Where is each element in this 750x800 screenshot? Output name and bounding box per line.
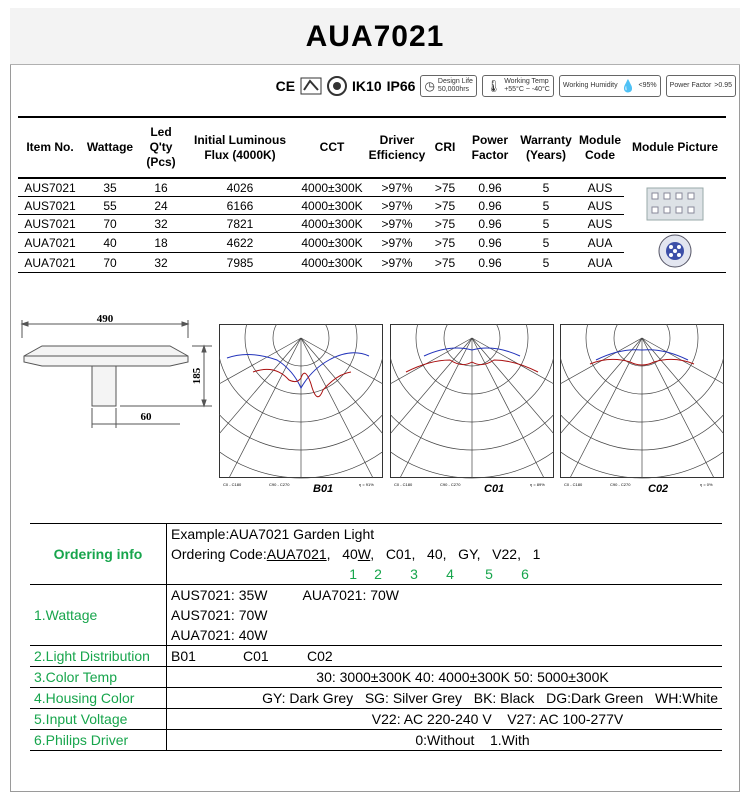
header-item-no: Item No. bbox=[18, 117, 82, 178]
ordering-info-label: Ordering info bbox=[30, 524, 167, 585]
header-module-code: Module Code bbox=[576, 117, 624, 178]
aus-led-module-image bbox=[646, 187, 704, 221]
header-luminous-flux: Initial Luminous Flux (4000K) bbox=[184, 117, 296, 178]
pole-dimension: 60 bbox=[140, 411, 152, 423]
table-row: AUS7021 70 32 7821 4000±300K >97% >75 0.96 5 AUS bbox=[18, 215, 726, 233]
aua-led-module-image bbox=[657, 233, 693, 269]
legend-c0: C0 - C180 bbox=[394, 482, 413, 487]
input-voltage-values: V22: AC 220-240 V V27: AC 100-277V bbox=[167, 709, 723, 730]
thermometer-icon: 🌡 bbox=[485, 79, 502, 93]
spec-table bbox=[18, 116, 726, 273]
housing-color-values: GY: Dark Grey SG: Silver Grey BK: Black DG:Dark Green WH:White bbox=[167, 688, 723, 709]
housing-color-label: 4.Housing Color bbox=[30, 688, 167, 709]
philips-driver-label: 6.Philips Driver bbox=[30, 730, 167, 751]
header-cct: CCT bbox=[296, 117, 368, 178]
working-temp-badge: 🌡 Working Temp +55°C ~ -40°C bbox=[482, 75, 554, 97]
width-dimension: 490 bbox=[96, 313, 114, 325]
table-row: AUA7021 70 32 7985 4000±300K >97% >75 0.96 5 AUA bbox=[18, 253, 726, 273]
droplet-icon: 💧 bbox=[620, 79, 636, 93]
header-power-factor: Power Factor bbox=[464, 117, 516, 178]
power-factor-badge: Power Factor >0.95 bbox=[666, 75, 736, 97]
efficiency-c01: η = 89% bbox=[530, 482, 545, 487]
legend-c0: C0 - C180 bbox=[223, 482, 242, 487]
code-model: AUA7021 bbox=[266, 546, 327, 562]
page-title: AUA7021 bbox=[10, 8, 740, 65]
header-wattage: Wattage bbox=[82, 117, 138, 178]
color-temp-values: 30: 3000±300K 40: 4000±300K 50: 5000±300K bbox=[167, 667, 723, 688]
ce-mark: CE bbox=[275, 78, 296, 94]
color-temp-label: 3.Color Temp bbox=[30, 667, 167, 688]
polar-chart-c01 bbox=[390, 324, 554, 494]
aus-module-picture bbox=[624, 178, 726, 233]
legend-c90: C90 - C270 bbox=[269, 482, 290, 487]
polar-chart-c02 bbox=[560, 324, 724, 494]
ordering-code-indices: 1 2 3 4 5 6 bbox=[349, 566, 529, 582]
efficiency-b01: η = 91% bbox=[359, 482, 374, 487]
header-led-qty: Led Q'ty (Pcs) bbox=[138, 117, 184, 178]
code-wattage-num: 40 bbox=[342, 546, 358, 562]
philips-driver-values: 0:Without 1.With bbox=[167, 730, 723, 751]
design-life-badge: ◷ Design Life 50,000hrs bbox=[420, 75, 477, 97]
legend-c90: C90 - C270 bbox=[610, 482, 631, 487]
height-dimension: 185 bbox=[191, 367, 203, 385]
ik-rating: IK10 bbox=[352, 78, 382, 94]
aua-module-picture bbox=[624, 233, 726, 273]
wattage-label: 1.Wattage bbox=[30, 585, 167, 646]
label-c02: C02 bbox=[648, 483, 669, 494]
wattage-line-2: AUS7021: 70W bbox=[171, 607, 268, 623]
legend-c0: C0 - C180 bbox=[564, 482, 583, 487]
table-row: AUS7021 55 24 6166 4000±300K >97% >75 0.96 5 AUS bbox=[18, 197, 726, 215]
header-module-picture: Module Picture bbox=[624, 117, 726, 178]
certification-bar bbox=[276, 74, 736, 98]
efficiency-c02: η = 0% bbox=[700, 482, 713, 487]
light-distribution-label: 2.Light Distribution bbox=[30, 646, 167, 667]
humidity-badge: Working Humidity 💧 <95% bbox=[559, 75, 661, 97]
input-voltage-label: 5.Input Voltage bbox=[30, 709, 167, 730]
ip-rating: IP66 bbox=[386, 78, 416, 94]
ordering-example: Example:AUA7021 Garden Light bbox=[167, 524, 723, 545]
ordering-table bbox=[30, 523, 722, 751]
table-row: AUA7021 40 18 4622 4000±300K >97% >75 0.96 5 AUA bbox=[18, 233, 726, 253]
table-row: AUS7021 35 16 4026 4000±300K >97% >75 0.96 5 AUS bbox=[18, 178, 726, 197]
tuv-mark-icon bbox=[327, 76, 347, 96]
dimension-drawing bbox=[20, 308, 212, 432]
code-wattage-unit: W bbox=[357, 546, 371, 562]
header-driver-efficiency: Driver Efficiency bbox=[368, 117, 426, 178]
header-cri: CRI bbox=[426, 117, 464, 178]
header-warranty: Warranty (Years) bbox=[516, 117, 576, 178]
label-c01: C01 bbox=[484, 483, 505, 494]
wattage-line-3: AUA7021: 40W bbox=[171, 627, 268, 643]
certification-mark-icon bbox=[300, 77, 322, 95]
light-distribution-values: B01 C01 C02 bbox=[167, 646, 723, 667]
legend-c90: C90 - C270 bbox=[440, 482, 461, 487]
wattage-line-1: AUS7021: 35W AUA7021: 70W bbox=[167, 585, 723, 606]
ordering-code: Ordering Code:AUA7021, 40W, C01, 40, GY, V22, 1 bbox=[171, 546, 541, 562]
clock-icon: ◷ bbox=[424, 79, 435, 93]
code-rest: C01, 40, GY, V22, 1 bbox=[385, 546, 541, 562]
polar-chart-b01 bbox=[219, 324, 383, 494]
label-b01: B01 bbox=[313, 483, 334, 494]
